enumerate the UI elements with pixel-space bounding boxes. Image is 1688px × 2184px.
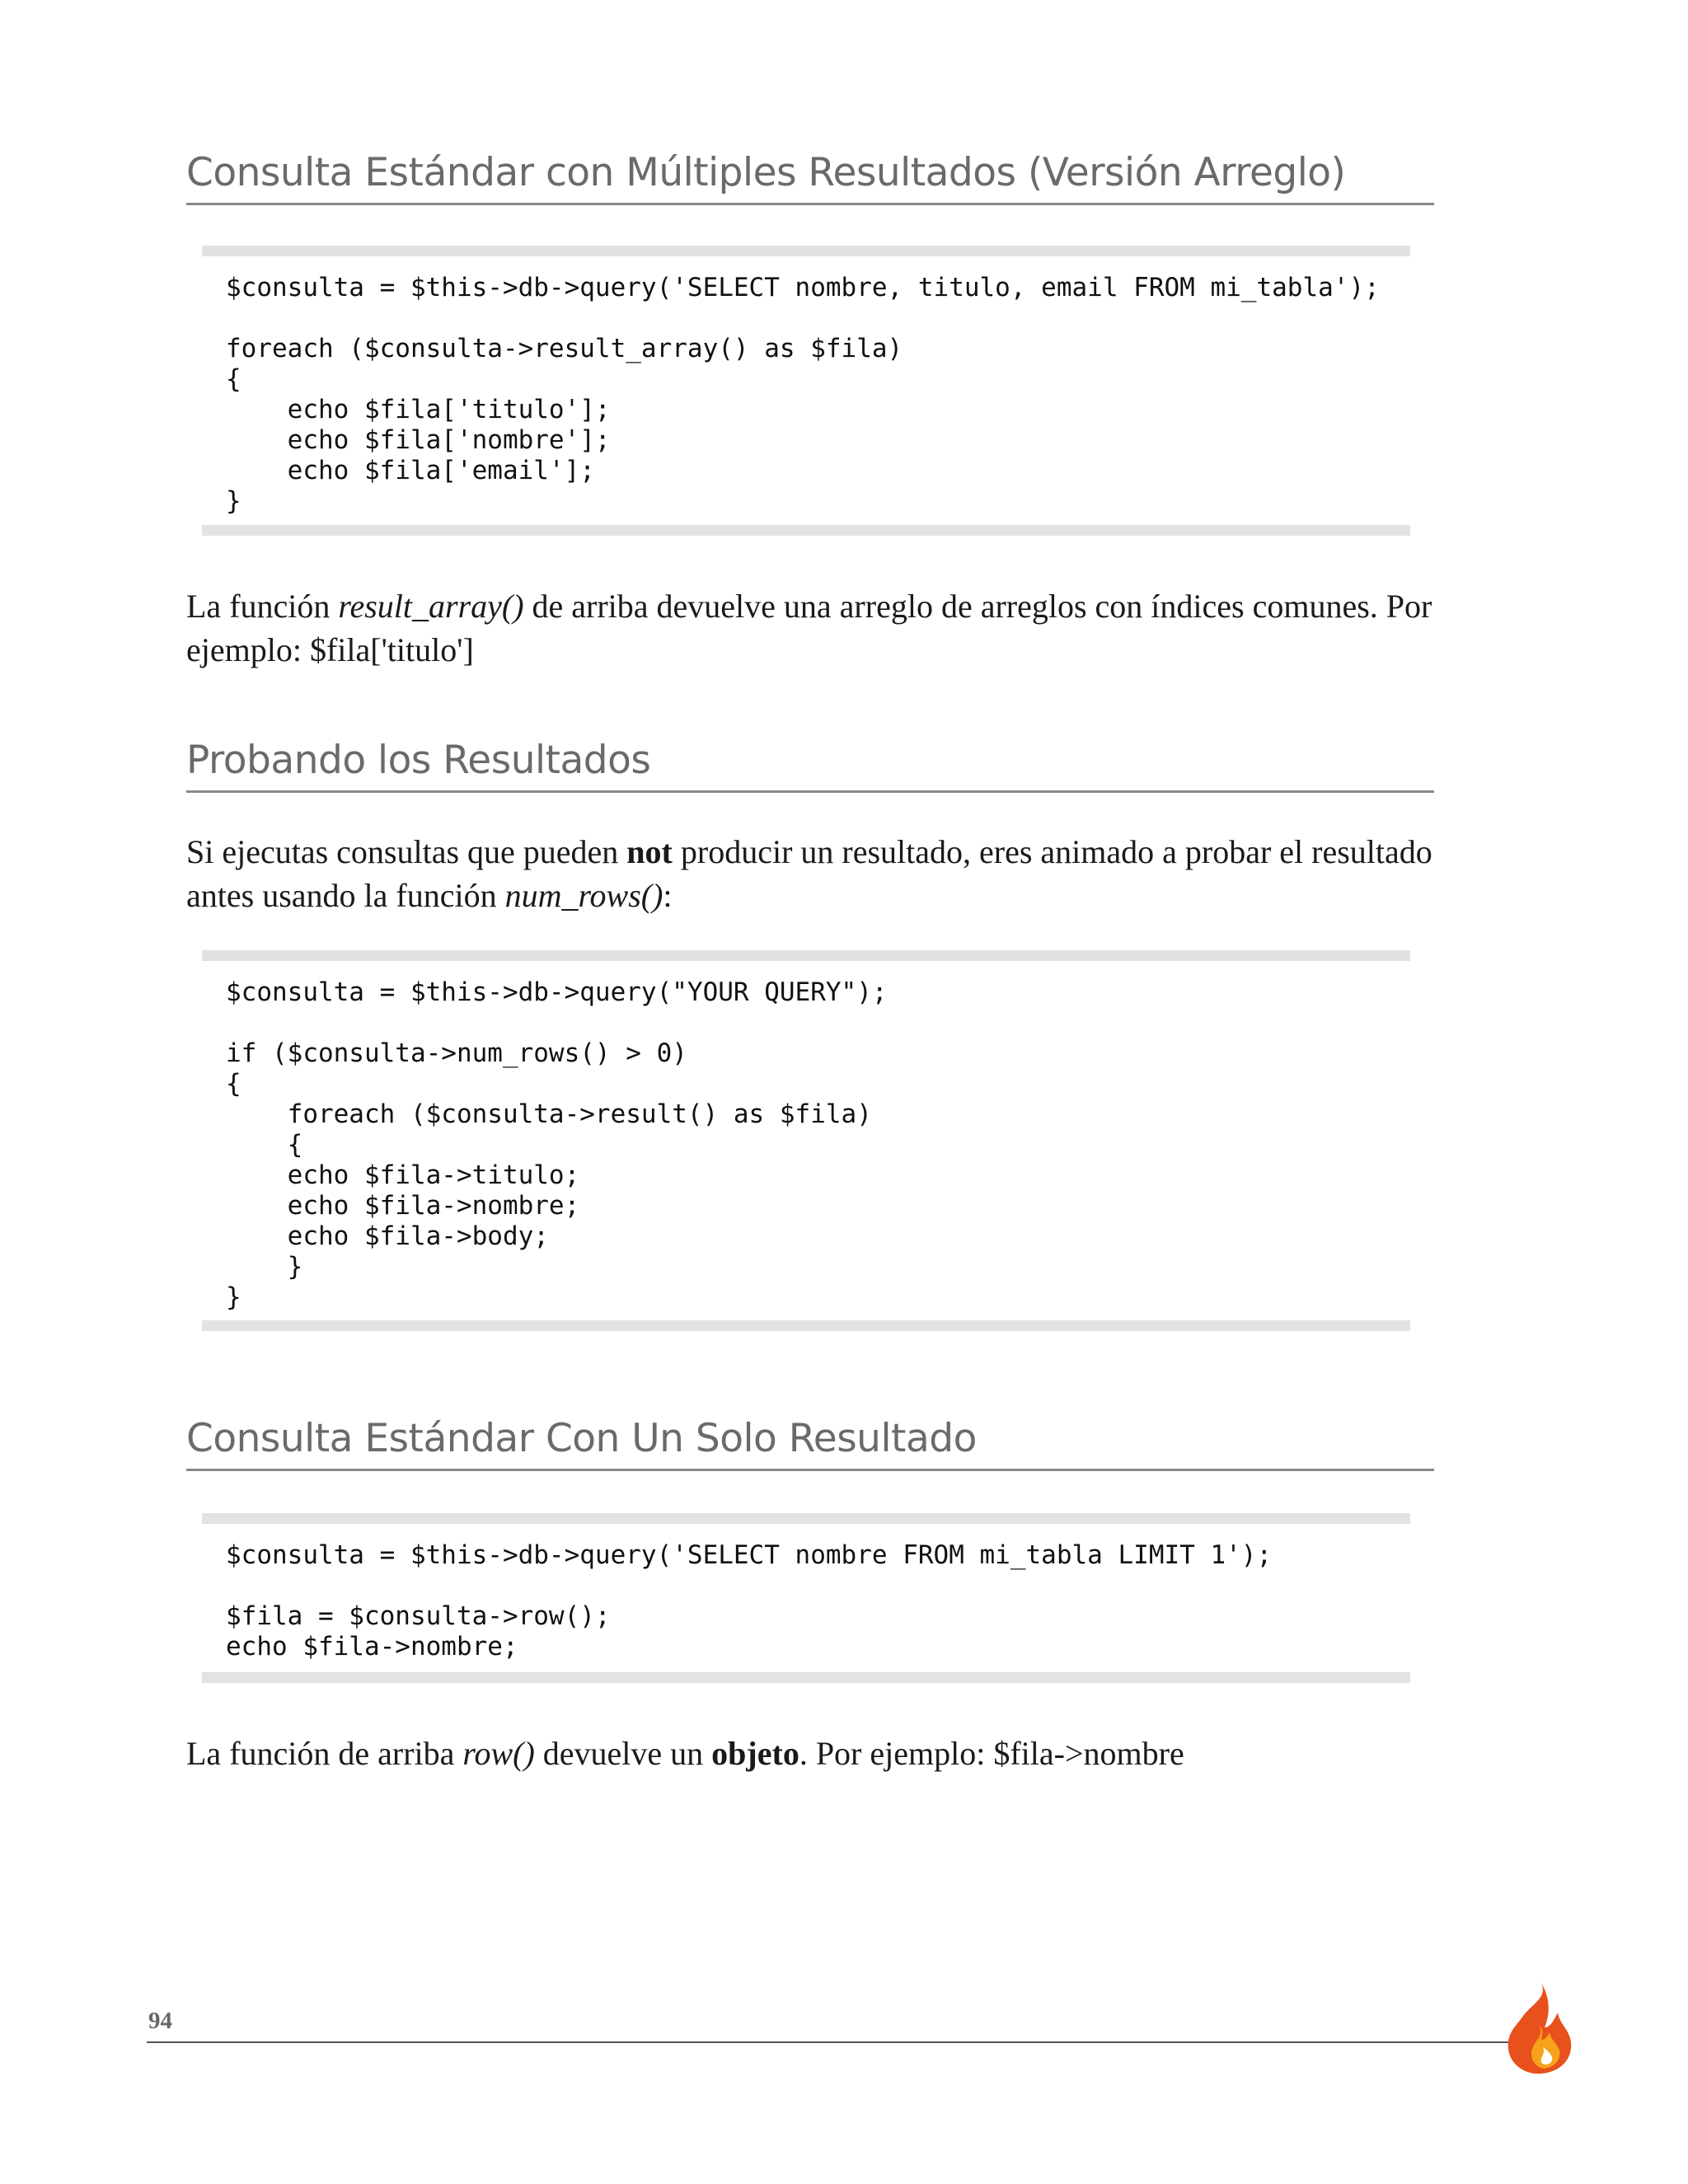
flame-logo-icon: [1498, 1980, 1578, 2077]
paragraph-text: La función: [186, 588, 339, 625]
paragraph-text: devuelve un: [534, 1735, 712, 1772]
code-text: $consulta = $this->db->query('SELECT nombre FROM mi_tabla LIMIT 1'); $fila = $consulta->row(); echo $fila->nombre;: [226, 1540, 1273, 1661]
emphasis-objeto: objeto: [711, 1735, 799, 1772]
paragraph-text: Si ejecutas consultas que pueden: [186, 833, 627, 870]
code-text: $consulta = $this->db->query('SELECT nombre, titulo, email FROM mi_tabla'); foreach ($consulta->result_array() as $fila) { echo $fila['titulo']; echo $fila['nombre']; echo $fila['email']; }: [226, 273, 1380, 516]
function-name-result-array: result_array(): [338, 588, 524, 625]
paragraph-text: . Por ejemplo: $fila->nombre: [799, 1735, 1184, 1772]
function-name-row: row(): [462, 1735, 535, 1772]
paragraph-row: [186, 1732, 1456, 1775]
paragraph-text: La función de arriba: [186, 1735, 463, 1772]
section-heading-testing-results: Probando los Resultados: [186, 736, 1434, 793]
paragraph-text: producir un resultado, eres animado a probar el resultado antes usando la función: [186, 833, 1432, 914]
function-name-num-rows: num_rows(): [504, 877, 663, 914]
code-text: $consulta = $this->db->query("YOUR QUERY"); if ($consulta->num_rows() > 0) { foreach ($consulta->result() as $fila) { echo $fila->titulo; echo $fila->nombre; echo $fila->body; } }: [226, 977, 888, 1312]
code-block-row: [202, 1513, 1410, 1683]
emphasis-not: not: [626, 833, 673, 870]
section-heading-array-results: Consulta Estándar con Múltiples Resultados (Versión Arreglo): [186, 148, 1434, 205]
paragraph-text: :: [663, 877, 673, 914]
code-block-num-rows: [202, 950, 1410, 1331]
paragraph-text: de arriba devuelve una arreglo de arreglos con índices comunes. Por ejemplo: $fila['titulo']: [186, 588, 1432, 668]
page-number: 94: [148, 2008, 172, 2034]
section-heading-single-result: Consulta Estándar Con Un Solo Resultado: [186, 1414, 1434, 1471]
paragraph-result-array: [186, 584, 1456, 672]
code-block-result-array: [202, 246, 1410, 536]
footer-rule: [147, 2041, 1517, 2043]
paragraph-num-rows: [186, 830, 1456, 917]
